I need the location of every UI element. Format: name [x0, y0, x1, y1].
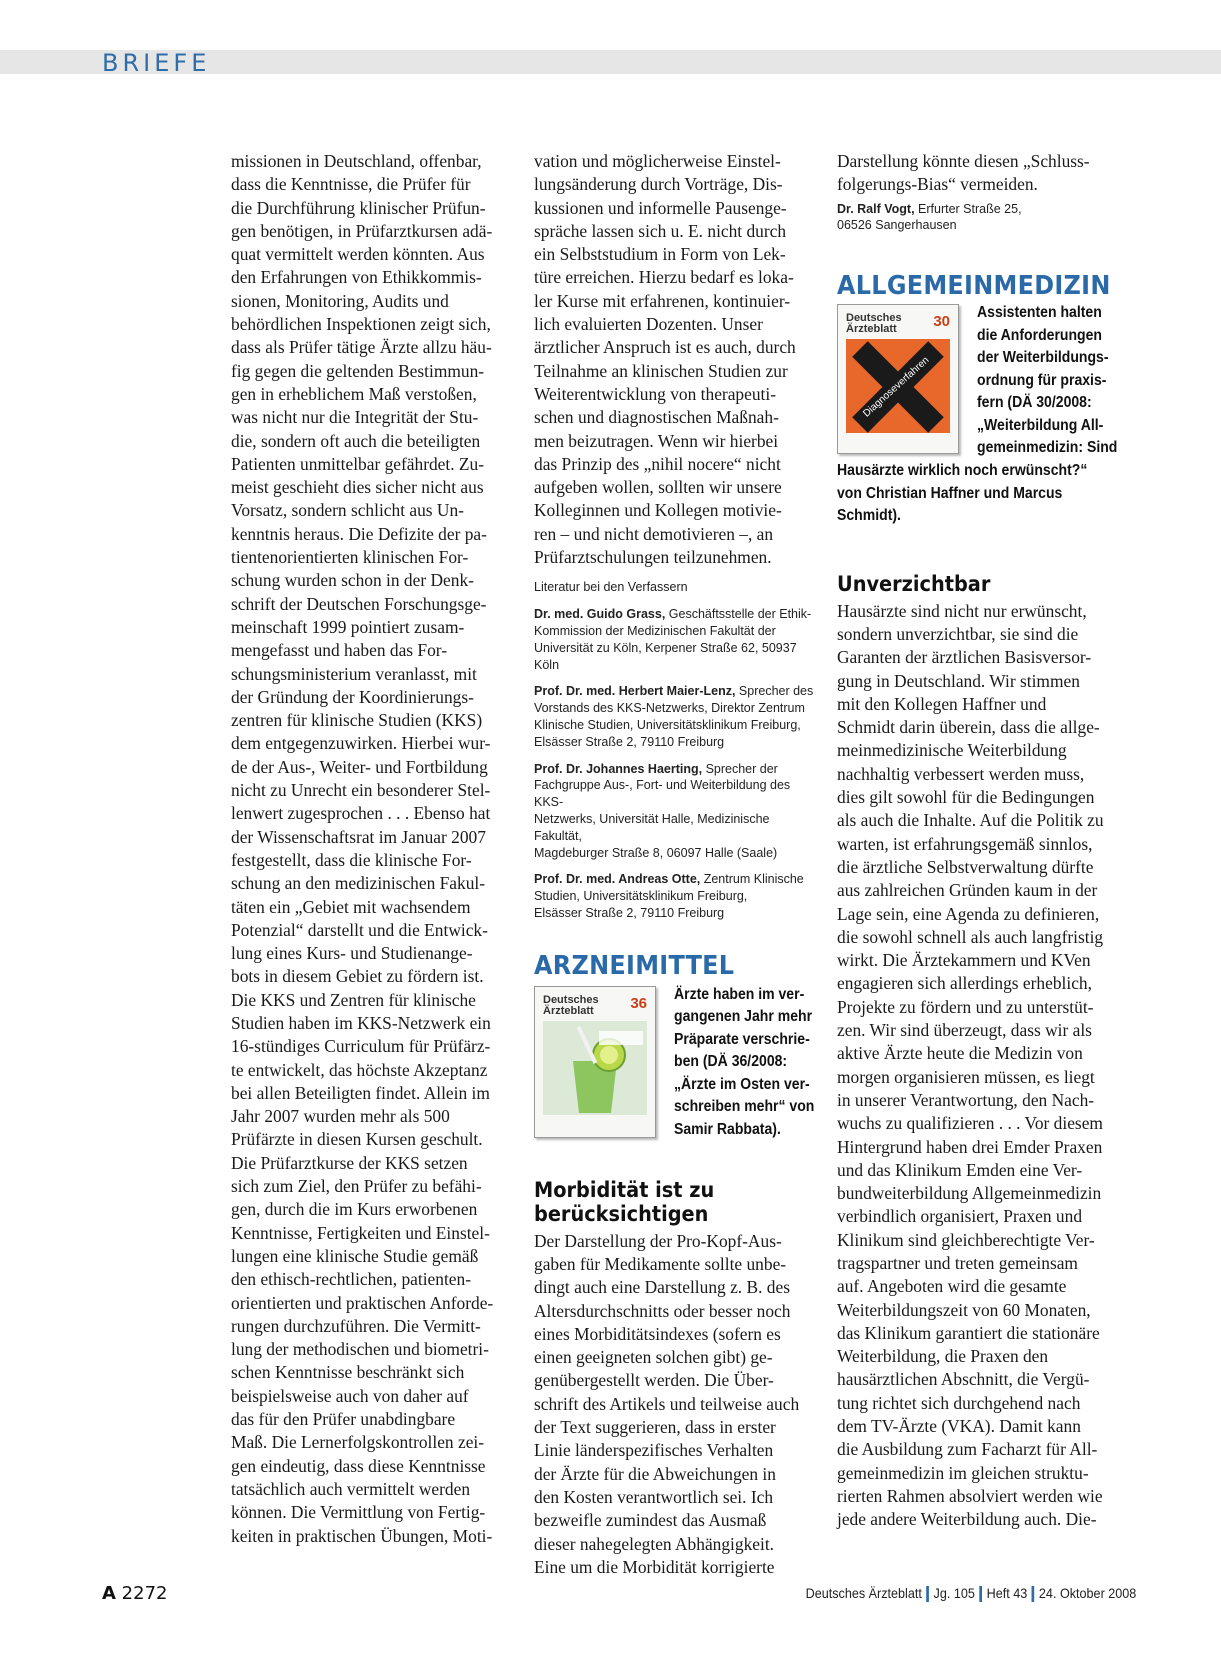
text-line: kenntnis heraus. Die Defizite der pa-	[231, 523, 487, 544]
teaser-text	[977, 302, 1133, 460]
author-address-line: Sprecher der	[702, 761, 778, 776]
text-line: Weiterbildungszeit von 60 Monaten,	[837, 1299, 1091, 1320]
footer-separator	[979, 1586, 982, 1602]
text-line: aktive Ärzte heute die Medizin von	[837, 1043, 1083, 1064]
text-line: gangenen Jahr mehr	[674, 1008, 813, 1026]
text-line: schen und diagnostischen Maßnah-	[534, 407, 779, 428]
text-line: Lage sein, eine Agenda zu definieren,	[837, 903, 1100, 924]
author-address-line: Sprecher des	[735, 684, 814, 699]
text-line: spräche lassen sich u. E. nicht durch	[534, 220, 787, 241]
text-line: schung wurden schon in der Denk-	[231, 570, 474, 591]
text-line: sionen, Monitoring, Audits und	[231, 290, 449, 311]
text-line: Patienten unmittelbar gefährdet. Zu-	[231, 453, 485, 474]
text-line: Prüfärzte in diesen Kursen geschult.	[231, 1129, 483, 1150]
letter-heading: Unverzichtbar	[837, 571, 991, 596]
text-line: den ethisch-rechtlichen, patienten-	[231, 1269, 471, 1290]
author-address-line: Klinische Studien, Universitätsklinikum Freiburg,	[534, 717, 801, 732]
text-line: und das Klinikum Emden eine Ver-	[837, 1159, 1083, 1180]
rubric-title: ALLGEMEINMEDIZIN	[837, 271, 1111, 302]
text-line: die ärztliche Selbstverwaltung dürfte	[837, 856, 1094, 877]
text-line: Maß. Die Lernerfolgskontrollen zei-	[231, 1432, 485, 1453]
text-line: tientenorientierten klinischen For-	[231, 547, 469, 568]
text-line: das Klinikum garantiert die stationäre	[837, 1322, 1100, 1343]
cover-issue-number: 36	[630, 994, 647, 1012]
text-line: der Gründung der Koordinierungs-	[231, 686, 474, 707]
text-line: meist geschieht dies sicher nicht aus	[231, 477, 484, 498]
author-address-line: Vorstands des KKS-Netzwerks, Direktor Zentrum	[534, 701, 805, 716]
text-line: Die Prüfarztkurse der KKS setzen	[231, 1152, 468, 1173]
text-line: vation und möglicherweise Einstel-	[534, 151, 781, 171]
text-line: men beizutragen. Wenn wir hierbei	[534, 430, 779, 451]
text-line: ben (DÄ 36/2008:	[674, 1053, 788, 1071]
text-line: orientierten und praktischen Anforde-	[231, 1292, 494, 1313]
cover-issue-number: 30	[933, 313, 950, 331]
text-line: Hausärzte wirklich noch erwünscht?“	[837, 462, 1088, 480]
magazine-cover-36	[534, 986, 656, 1138]
text-line: dingt auch eine Darstellung z. B. des	[534, 1277, 790, 1298]
text-line: Hintergrund haben drei Emder Praxen	[837, 1136, 1103, 1157]
author-address-line: Kommission der Medizinischen Fakultät der	[534, 623, 776, 638]
text-line: Darstellung könnte diesen „Schluss-	[837, 151, 1090, 171]
text-line: te entwickelt, das höchste Akzeptanz	[231, 1059, 488, 1080]
text-line: lung eines Kurs- und Studienange-	[231, 943, 473, 964]
author-address-line: Studien, Universitätsklinikum Freiburg,	[534, 889, 748, 904]
text-line: gemeinmedizin: Sind	[977, 439, 1118, 457]
text-line: zen. Wir sind überzeugt, dass wir als	[837, 1020, 1092, 1041]
text-line: schung an den medizinischen Fakul-	[231, 873, 486, 894]
text-line: tatsächlich auch vermittelt werden	[231, 1478, 471, 1499]
text-line: die Anforderungen	[977, 326, 1103, 344]
text-line: Präparate verschrie-	[674, 1030, 810, 1048]
text-line: als auch die Inhalte. Auf die Politik zu	[837, 810, 1104, 831]
text-line: morgen organisieren müssen, es liegt	[837, 1066, 1095, 1087]
text-line: den Kosten verantwortlich sei. Ich	[534, 1486, 774, 1507]
text-line: „Ärzte im Osten ver-	[674, 1075, 810, 1093]
letter-body-continued-2	[534, 150, 818, 569]
author-name: Prof. Dr. Johannes Haerting,	[534, 761, 703, 776]
text-line: Weiterbildung, die Praxen den	[837, 1346, 1049, 1367]
column-2	[534, 150, 818, 1579]
cover-masthead: Deutsches Ärzteblatt	[846, 312, 902, 336]
text-line: in unserer Verantwortung, den Nach-	[837, 1089, 1095, 1110]
text-line: aus zahlreichen Gründen kaum in der	[837, 880, 1098, 901]
text-line: fern (DÄ 30/2008:	[977, 394, 1092, 412]
author-signature	[534, 761, 818, 862]
text-line: aufgeben wollen, sollten wir unsere	[534, 477, 782, 498]
text-line: gemeinmedizin im gleichen struktu-	[837, 1462, 1089, 1483]
text-line: gen eindeutig, dass diese Kenntnisse	[231, 1455, 486, 1476]
rubric-title: ARZNEIMITTEL	[534, 950, 735, 981]
text-line: dass als Prüfer tätige Ärzte allzu häu-	[231, 337, 492, 358]
text-line: bots in diesem Gebiet zu fördern ist.	[231, 966, 484, 987]
text-line: der Wissenschaftsrat im Januar 2007	[231, 826, 486, 847]
column-1	[231, 150, 515, 1548]
author-address-line: Elsässer Straße 2, 79110 Freiburg	[534, 734, 725, 749]
author-address-line: Zentrum Klinische	[700, 872, 804, 887]
text-line: ärztlicher Anspruch ist es auch, durch	[534, 337, 796, 358]
text-line: können. Die Vermittlung von Fertig-	[231, 1502, 486, 1523]
magazine-cover-30	[837, 304, 959, 454]
author-address-line: Geschäftsstelle der Ethik-	[665, 607, 812, 622]
teaser-block-allgemeinmedizin	[837, 302, 1121, 464]
text-line: Weiterentwicklung von therapeuti-	[534, 383, 776, 404]
text-line: gung in Deutschland. Wir stimmen	[837, 670, 1080, 691]
author-signatures	[534, 606, 818, 922]
text-line: warten, ist erfahrungsgemäß sinnlos,	[837, 833, 1093, 854]
text-line: Die KKS und Zentren für klinische	[231, 989, 476, 1010]
text-line: Schmidt darin überein, dass die allge-	[837, 717, 1100, 738]
text-line: 16-stündiges Curriculum für Prüfärz-	[231, 1036, 491, 1057]
text-line: Linie länderspezifisches Verhalten	[534, 1440, 774, 1461]
cover-image-cross	[846, 339, 950, 433]
text-line: Teilnahme an klinischen Studien zur	[534, 360, 788, 381]
text-line: schreiben mehr“ von	[674, 1098, 815, 1116]
teaser-block-arzneimittel	[534, 984, 818, 1142]
text-line: bei allen Beteiligten findet. Allein im	[231, 1082, 490, 1103]
cover-masthead: Deutsches Ärzteblatt	[543, 993, 599, 1017]
text-line: gaben für Medikamente sollte unbe-	[534, 1253, 787, 1274]
text-line: Assistenten halten	[977, 304, 1102, 322]
text-line: Vorsatz, sondern schlicht aus Un-	[231, 500, 464, 521]
text-line: schrift der Deutschen Forschungsge-	[231, 593, 487, 614]
text-line: Potenzial“ darstellt und die Entwick-	[231, 919, 488, 940]
cover-image-glass	[543, 1021, 647, 1115]
text-line: Projekte zu fördern und zu unterstüt-	[837, 996, 1094, 1017]
text-line: Altersdurchschnitts oder besser noch	[534, 1300, 791, 1321]
literature-note: Literatur bei den Verfassern	[534, 580, 688, 595]
text-line: gen in erheblichem Maß verstoßen,	[231, 383, 477, 404]
author-name: Prof. Dr. med. Andreas Otte,	[534, 872, 701, 887]
text-line: gen benötigen, in Prüfarztkursen adä-	[231, 220, 493, 241]
teaser-text-continued	[837, 460, 1093, 528]
author-signature	[534, 683, 818, 750]
letter-body-continued	[231, 150, 515, 1548]
text-line: auf. Angeboten wird die gesamte	[837, 1276, 1067, 1297]
text-line: dem entgegenzuwirken. Hierbei wur-	[231, 733, 491, 754]
author-name: Prof. Dr. med. Herbert Maier-Lenz,	[534, 684, 736, 699]
text-line: de der Aus-, Weiter- und Fortbildung	[231, 756, 488, 777]
text-line: wuchs zu qualifizieren . . . Vor diesem	[837, 1113, 1103, 1134]
text-line: beispielsweise auch von daher auf	[231, 1385, 469, 1406]
text-line: der Weiterbildungs-	[977, 349, 1109, 367]
letter-heading: Morbidität ist zu berücksichtigen	[534, 1177, 715, 1226]
rubric-allgemeinmedizin	[837, 272, 1121, 300]
text-line: lungsänderung durch Vorträge, Dis-	[534, 174, 783, 195]
letter-unverzichtbar	[837, 572, 1121, 1532]
author-address-line: Fachgruppe Aus-, Fort- und Weiterbildung des KKS-	[534, 778, 791, 810]
text-line: quat vermittelt werden könnten. Aus	[231, 244, 485, 265]
text-line: folgerungs-Bias“ vermeiden.	[837, 174, 1038, 195]
page-number: A 2272	[102, 1583, 168, 1604]
text-line: meinmedizinische Weiterbildung	[837, 740, 1067, 761]
text-line: den Erfahrungen von Ethikkommis-	[231, 267, 482, 288]
author-signature	[534, 606, 818, 673]
text-line: ler Kurse mit erfahrenen, kontinuier-	[534, 290, 791, 311]
text-line: dem TV-Ärzte (VKA). Damit kann	[837, 1416, 1081, 1437]
text-line: lungen eine klinische Studie gemäß	[231, 1245, 479, 1266]
text-line: schungsministerium veranlasst, mit	[231, 663, 477, 684]
author-name: Dr. med. Guido Grass,	[534, 607, 666, 622]
text-line: lich evaluierten Dozenten. Unser	[534, 314, 763, 335]
text-line: Schmidt).	[837, 507, 901, 525]
rubric-arzneimittel	[534, 952, 818, 980]
text-line: kussionen und informelle Pausenge-	[534, 197, 787, 218]
text-line: Kolleginnen und Kollegen motivie-	[534, 500, 782, 521]
text-line: dieser nahegelegten Abhängigkeit.	[534, 1533, 775, 1554]
text-line: lenwert zugesprochen . . . Ebenso hat	[231, 803, 491, 824]
text-line: tung richtet sich durchgehend nach	[837, 1392, 1081, 1413]
text-line: Hausärzte sind nicht nur erwünscht,	[837, 600, 1087, 621]
text-line: sondern unverzichtbar, sie sind die	[837, 623, 1079, 644]
text-line: behördlichen Inspektionen zeigt sich,	[231, 314, 491, 335]
text-line: mengefasst und haben das For-	[231, 640, 448, 661]
text-line: die Durchführung klinischer Prüfun-	[231, 197, 486, 218]
text-line: verbindlich organisiert, Praxen und	[837, 1206, 1083, 1227]
author-signature	[534, 871, 818, 921]
text-line: sich zum Ziel, den Prüfer zu befähi-	[231, 1176, 482, 1197]
text-line: rierten Rahmen absolviert werden wie	[837, 1485, 1103, 1506]
text-line: die Ausbildung zum Facharzt für All-	[837, 1439, 1098, 1460]
footer-separator	[926, 1586, 929, 1602]
journal-footer: Deutsches Ärzteblatt Jg. 105 Heft 43 24. Oktober 2008	[805, 1585, 1137, 1601]
text-line: engagieren sich allerdings erheblich,	[837, 973, 1092, 994]
author-address-line: Elsässer Straße 2, 79110 Freiburg	[534, 905, 725, 920]
text-line: Ärzte haben im ver-	[674, 985, 805, 1003]
text-line: ordnung für praxis-	[977, 371, 1107, 389]
text-line: ren – und nicht demotivieren –, an	[534, 523, 774, 544]
text-line: dass die Kenntnisse, die Prüfer für	[231, 174, 471, 195]
text-line: dies gilt sowohl für die Bedingungen	[837, 787, 1095, 808]
letter-body-end	[837, 150, 1121, 197]
text-line: jede andere Weiterbildung auch. Die-	[837, 1509, 1097, 1530]
text-line: fig gegen die geltenden Bestimmun-	[231, 360, 485, 381]
text-line: ein Selbststudium in Form von Lek-	[534, 244, 786, 265]
text-line: das Prinzip des „nihil nocere“ nicht	[534, 453, 781, 474]
letter-body	[534, 1230, 818, 1579]
text-line: nicht zu Unrecht ein besonderer Stel-	[231, 780, 491, 801]
text-line: missionen in Deutschland, offenbar,	[231, 151, 482, 171]
cover-band-text: Diagnoseverfahren	[861, 354, 932, 420]
text-line: nachhaltig verbessert werden muss,	[837, 763, 1085, 784]
text-line: festgestellt, dass die klinische For-	[231, 849, 472, 870]
text-line: täten ein „Gebiet mit wachsendem	[231, 896, 471, 917]
text-line: wirkt. Die Ärztekammern und KVen	[837, 950, 1091, 971]
footer-separator	[1032, 1586, 1035, 1602]
text-line: der Ärzte für die Abweichungen in	[534, 1463, 776, 1484]
text-line: Klinikum sind gleichberechtigte Ver-	[837, 1229, 1095, 1250]
text-line: Jahr 2007 wurden mehr als 500	[231, 1106, 450, 1127]
text-line: der Text suggerieren, dass in erster	[534, 1417, 776, 1438]
section-label: BRIEFE	[102, 49, 211, 77]
text-line: das für den Prüfer unabdingbare	[231, 1409, 456, 1430]
author-signature: Dr. Ralf Vogt, Erfurter Straße 25, 06526 Sangerhausen	[837, 201, 1022, 233]
text-line: genübergestellt werden. Die Über-	[534, 1370, 774, 1391]
text-line: Samir Rabbata).	[674, 1120, 781, 1138]
text-line: rungen durchzuführen. Die Vermitt-	[231, 1315, 481, 1336]
text-line: schrift des Artikels und teilweise auch	[534, 1393, 800, 1414]
author-address-line: Magdeburger Straße 8, 06097 Halle (Saale)	[534, 845, 778, 860]
text-line: bezweifle zumindest das Ausmaß	[534, 1510, 767, 1531]
text-line: von Christian Haffner und Marcus	[837, 484, 1063, 502]
text-line: Der Darstellung der Pro-Kopf-Aus-	[534, 1230, 782, 1251]
text-line: „Weiterbildung All-	[977, 416, 1104, 434]
text-line: zentren für klinische Studien (KKS)	[231, 710, 483, 731]
text-line: meinschaft 1999 pointiert zusam-	[231, 616, 465, 637]
column-3	[837, 150, 1121, 1532]
text-line: Garanten der ärztlichen Basisversor-	[837, 647, 1092, 668]
text-line: die sowohl schnell als auch langfristig	[837, 926, 1104, 947]
text-line: gen, durch die im Kurs erworbenen	[231, 1199, 478, 1220]
text-line: bundweiterbildung Allgemeinmedizin	[837, 1183, 1102, 1204]
teaser-text	[674, 984, 830, 1142]
letter-body	[837, 600, 1121, 1532]
letter-morbiditaet	[534, 1178, 818, 1579]
text-line: Eine um die Morbidität korrigierte	[534, 1556, 775, 1577]
text-line: türe erreichen. Hierzu bedarf es loka-	[534, 267, 794, 288]
text-line: die, sondern oft auch die beteiligten	[231, 430, 481, 451]
text-line: Studien haben im KKS-Netzwerk ein	[231, 1012, 491, 1033]
author-address-line: Universität zu Köln, Kerpener Straße 62, 50937 Köln	[534, 640, 797, 672]
text-line: eines Morbiditätsindexes (sofern es	[534, 1323, 781, 1344]
text-line: Kenntnisse, Fertigkeiten und Einstel-	[231, 1222, 490, 1243]
text-line: keiten in praktischen Übungen, Moti-	[231, 1525, 493, 1546]
text-line: was nicht nur die Integrität der Stu-	[231, 407, 479, 428]
text-line: tragspartner und treten gemeinsam	[837, 1253, 1078, 1273]
text-line: hausärztlichen Abschnitt, die Vergü-	[837, 1369, 1090, 1390]
text-line: schen Kenntnisse beschränkt sich	[231, 1362, 465, 1383]
text-line: Prüfarztschulungen teilzunehmen.	[534, 547, 772, 568]
author-address-line: Netzwerks, Universität Halle, Medizinische Fakultät,	[534, 811, 770, 843]
text-line: einen geeigneten solchen gibt) ge-	[534, 1347, 773, 1368]
text-line: lung der methodischen und biometri-	[231, 1339, 489, 1360]
text-line: mit den Kollegen Haffner und	[837, 693, 1047, 714]
